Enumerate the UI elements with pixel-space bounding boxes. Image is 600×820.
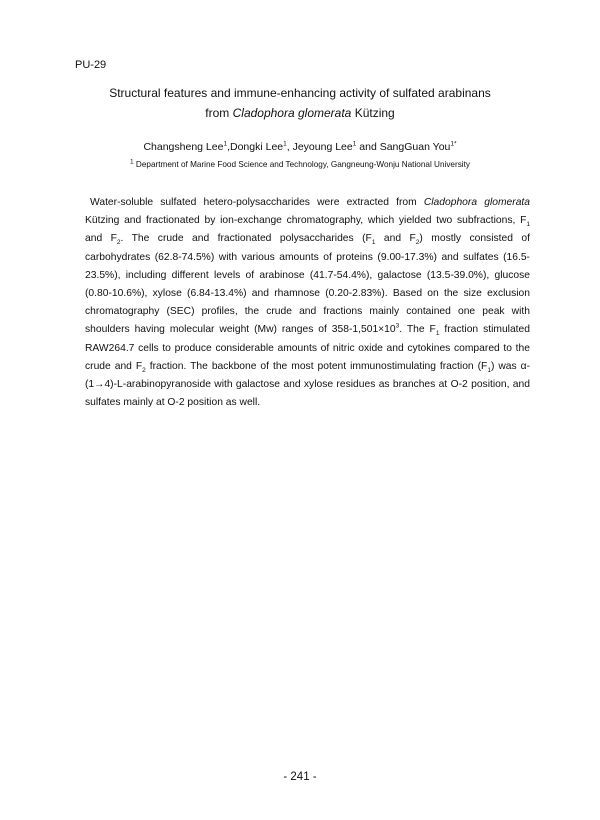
title-suffix: Kützing: [351, 106, 395, 120]
title-prefix: from: [205, 106, 233, 120]
abstract-code: PU-29: [75, 59, 107, 71]
author-affil-marker: 1: [223, 140, 228, 148]
affiliation-text: Department of Marine Food Science and Technology, Gangneung-Wonju National University: [135, 160, 470, 169]
subscript: 2: [415, 239, 420, 247]
subscript: 2: [116, 239, 121, 247]
abstract-text: and F: [375, 233, 416, 245]
author-name: Dongki Lee: [230, 141, 284, 153]
superscript: 3: [395, 323, 400, 330]
author-affil-marker: 1*: [450, 140, 457, 148]
abstract-text: . The crude and fractionated polysaccharides (F: [120, 233, 372, 245]
abstract-text: Water-soluble sulfated hetero-polysaccharides were extracted from: [90, 197, 424, 208]
subscript: 2: [142, 366, 146, 374]
affiliation: [60, 160, 540, 169]
subscript: 1: [371, 239, 376, 247]
author-affil-marker: 1: [352, 140, 357, 148]
title-line-1: Structural features and immune-enhancing activity of sulfated arabinans: [109, 86, 491, 100]
abstract-text: . The F: [399, 324, 436, 336]
title-species: Cladophora glomerata: [232, 106, 352, 120]
abstract-body: [85, 194, 530, 412]
author-list: [60, 141, 540, 153]
abstract-text: and F: [85, 233, 117, 245]
subscript: 1: [435, 330, 440, 338]
abstract-text: ) was α-(1→4)-L-arabinopyranoside with galactose and xylose residues as branches at O-2 position, and sulfates mainly at O-2 position as well.: [85, 360, 531, 409]
paper-title: [60, 83, 540, 123]
author-name: SangGuan You: [379, 141, 451, 153]
author-name: Jeyoung Lee: [292, 141, 353, 153]
subscript: 1: [526, 221, 530, 229]
author-separator: ,: [227, 141, 230, 153]
title-line-2: [60, 103, 540, 123]
author-separator: ,: [286, 141, 293, 153]
affiliation-marker: 1: [130, 158, 134, 166]
abstract-text: fraction. The backbone of the most potent immunostimulating fraction (F: [145, 360, 488, 372]
page-number: - 241 -: [283, 771, 317, 783]
abstract-text: fraction stimulated RAW264.7 cells to produce considerable amounts of nitric oxide and cytokines compared to the crude and F: [85, 324, 530, 372]
abstract-text: Kützing and fractionated by ion-exchange chromatography, which yielded two subfractions, F: [85, 215, 527, 227]
subscript: 1: [487, 366, 491, 374]
abstract-text: ) mostly consisted of carbohydrates (62.8-74.5%) with various amounts of proteins (9.00-17.3%) and sulfates (16.5-23.5%), including different levels of arabinose (41.7-54.4%), galactose (13.5-39.0%), glucose (0.80-10.6%), xylose (6.84-13.4%) and rhamnose (0.20-2.83%). Based on the size exclusion chromatography (SEC) profiles, the crude and fractions mainly contained one peak with shoulders having molecular weight (Mw) ranges of 358-1,501×10: [85, 233, 530, 336]
author-affil-marker: 1: [283, 140, 287, 148]
author-separator: and: [356, 141, 380, 153]
author-name: Changsheng Lee: [143, 141, 224, 153]
abstract-species: Cladophora glomerata: [423, 197, 531, 208]
